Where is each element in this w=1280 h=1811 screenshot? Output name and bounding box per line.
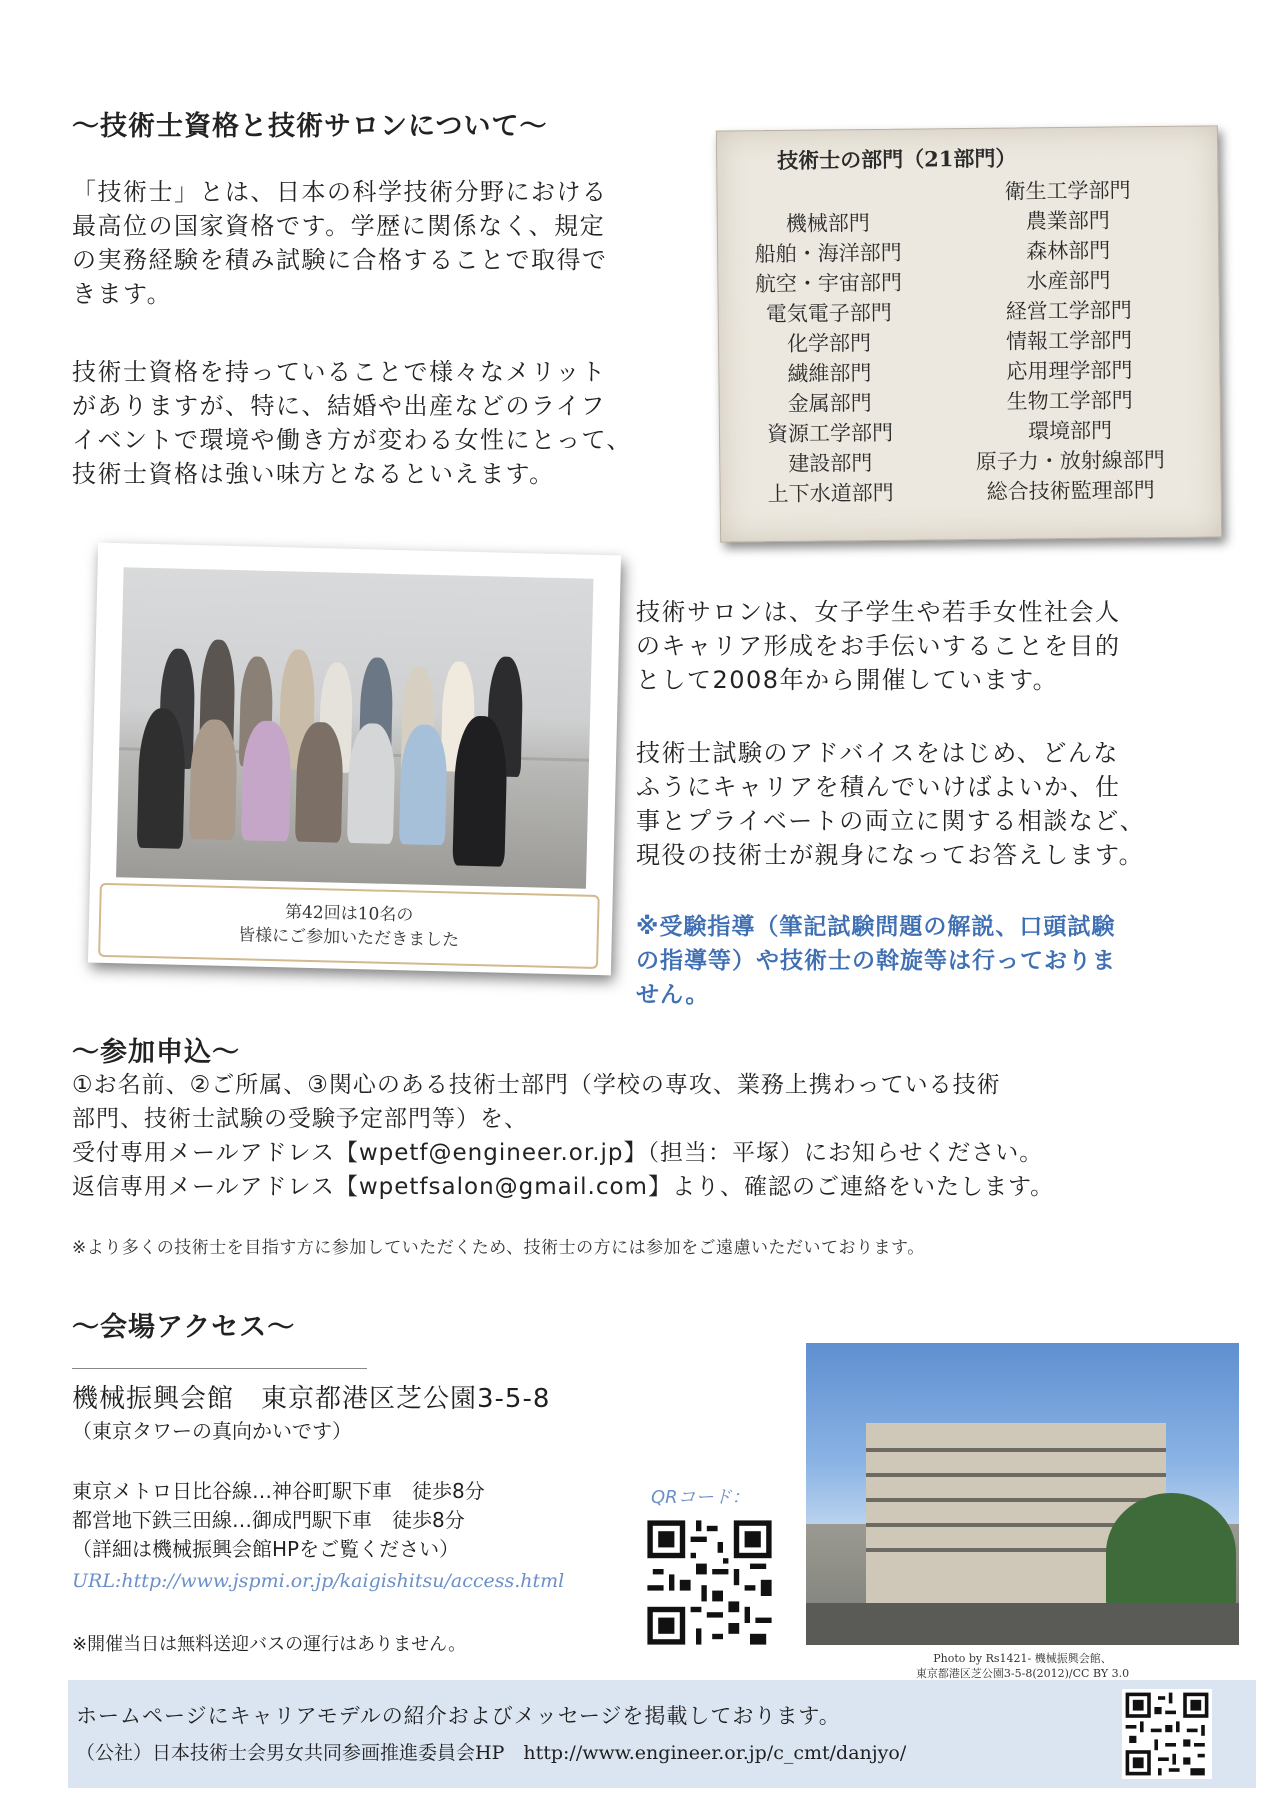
about-paragraph-2: 技術士資格を持っていることで様々なメリット がありますが、特に、結婚や出産などのライフ イベントで環境や働き方が変わる女性にとって、 技術士資格は強い味方となるといえます。 [72,358,633,488]
list-item: 情報工学部門 [1005,328,1133,354]
list-item: 化学部門 [786,331,872,356]
about-heading: 〜技術士資格と技術サロンについて〜 [72,111,548,142]
qr-code-icon [1122,1689,1212,1779]
venue-access: 東京メトロ日比谷線…神谷町駅下車 徒歩8分 都営地下鉄三田線…御成門駅下車 徒歩8分 （詳細は機械振興会館HPをご覧ください） [72,1479,485,1561]
footer-line-1: ホームページにキャリアモデルの紹介およびメッセージを掲載しております。 [76,1704,841,1728]
photo-caption: 第42回は10名の 皆様にご参加いただきました [98,883,600,969]
list-item: 総合技術監理部門 [986,478,1155,504]
list-item: 森林部門 [1026,238,1111,264]
list-item: 資源工学部門 [766,420,894,447]
list-item: 応用理学部門 [1006,358,1133,384]
photo-credit: Photo by Rs1421- 機械振興会館、 東京都港区芝公園3-5-8(2012)/CC BY 3.0 [915,1652,1130,1680]
list-item: 水産部門 [1026,268,1111,294]
apply-heading: 〜参加申込〜 [72,1037,240,1068]
footer-qr-code[interactable] [1122,1689,1212,1779]
group-photo [116,567,593,888]
list-item: 上下水道部門 [767,480,894,507]
qr-code-icon [642,1515,777,1650]
list-item: 機械部門 [785,211,870,236]
list-item: 建設部門 [788,451,873,476]
venue-name: 機械振興会館 東京都港区芝公園3-5-8 [72,1384,551,1414]
footer-banner [68,1680,1256,1788]
list-item: 生物工学部門 [1006,388,1133,414]
venue-url-link[interactable]: URL:http://www.jspmi.or.jp/kaigishitsu/access.html [72,1570,565,1592]
list-item: 繊維部門 [787,361,872,386]
venue-divider [72,1368,367,1369]
list-item: 農業部門 [1025,208,1110,234]
venue-heading: 〜会場アクセス〜 [72,1312,296,1343]
list-item: 原子力・放射線部門 [975,447,1165,474]
apply-text: ①お名前、②ご所属、③関心のある技術士部門（学校の専攻、業務上携わっている技術 部門、技術士試験の受験予定部門等）を、 受付専用メールアドレス【wpetf@engineer.or.jp】（担当：平塚）にお知らせください。 返信専用メールアドレス【wpetfsalon@gmail.com】より、確認のご連絡をいたします。 [72,1072,1055,1200]
list-item: 航空・宇宙部門 [754,270,903,297]
group-photo-card [88,543,621,976]
about-paragraph-1: 「技術士」とは、日本の科学技術分野における 最高位の国家資格です。学歴に関係なく、規定 の実務経験を積み試験に合格することで取得で きます。 [72,178,608,308]
list-item: 環境部門 [1027,418,1113,444]
footer-line-2[interactable]: （公社）日本技術士会男女共同参画推進委員会HP http://www.engineer.or.jp/c_cmt/danjyo/ [76,1742,907,1764]
apply-note: ※より多くの技術士を目指す方に参加していただくため、技術士の方には参加をご遠慮いただいております。 [72,1238,925,1258]
salon-paragraph-1: 技術サロンは、女子学生や若手女性社会人 のキャリア形成をお手伝いすることを目的 として2008年から開催しています。 [636,598,1121,694]
list-item: 電気電子部門 [765,300,892,327]
bus-note: ※開催当日は無料送迎バスの運行はありません。 [72,1634,467,1655]
qr-label: QRコード： [651,1487,750,1508]
list-item: 金属部門 [787,391,872,416]
list-item: 経営工学部門 [1005,298,1132,324]
venue-sub: （東京タワーの真向かいです） [72,1419,352,1443]
departments-list-right [942,175,1195,508]
salon-paragraph-2: 技術士試験のアドバイスをはじめ、どんな ふうにキャリアを積んでいけばよいか、仕 事とプライベートの両立に関する相談など、 現役の技術士が親身になってお答えします。 [636,739,1146,869]
departments-title: 技術士の部門（21部門） [777,145,1017,173]
venue-qr-code[interactable] [642,1515,777,1650]
list-item: 船舶・海洋部門 [754,240,902,267]
list-item: 衛生工学部門 [1004,178,1131,204]
venue-building-photo [806,1343,1239,1645]
departments-list-left [728,207,931,509]
departments-card [716,125,1222,542]
salon-note: ※受験指導（筆記試験問題の解説、口頭試験 の指導等）や技術士の斡旋等は行っておりま せん。 [636,914,1116,1008]
